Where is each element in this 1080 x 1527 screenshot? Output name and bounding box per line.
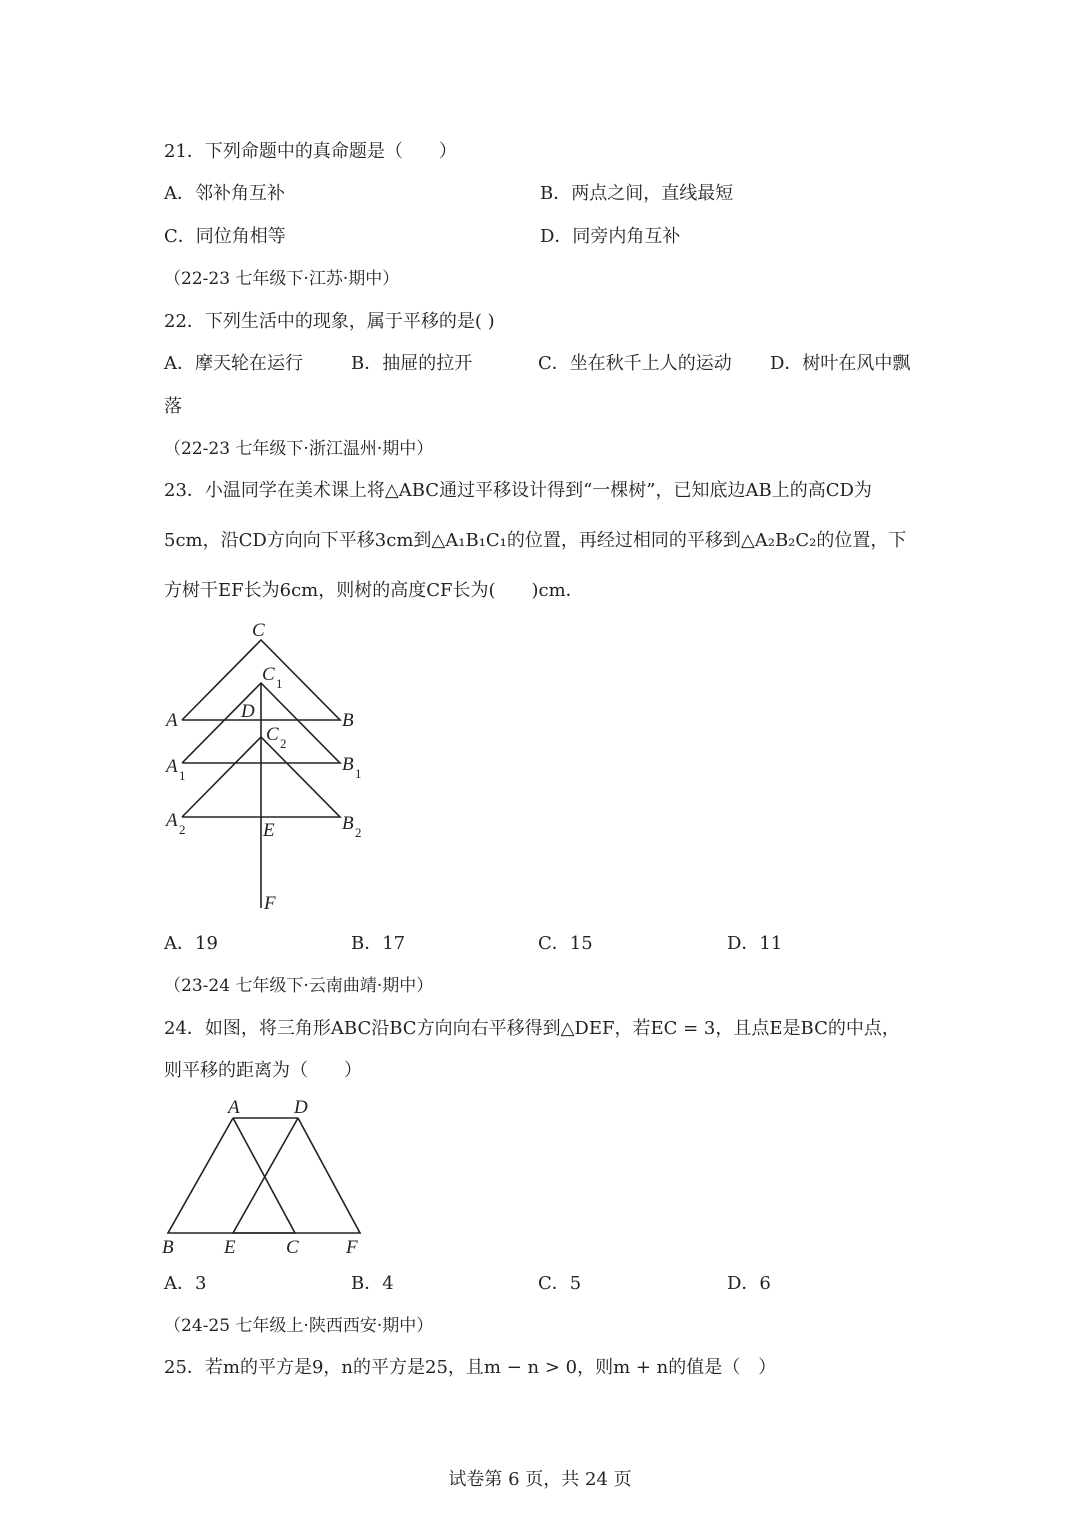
label-a2-sub: 2 — [179, 822, 186, 837]
label-c1: C — [262, 664, 275, 685]
q22-source: （22-23 七年级下·江苏·期中） — [164, 269, 400, 289]
label-a: A — [166, 710, 178, 731]
translation-figure — [150, 1093, 380, 1258]
label-a1: A — [166, 756, 178, 777]
label-a2: A — [166, 810, 178, 831]
page-footer: 试卷第 6 页，共 24 页 — [448, 1469, 632, 1490]
label-b2: B — [342, 813, 354, 834]
q23-option-a: A．19 — [164, 933, 218, 954]
label-d: D — [294, 1097, 308, 1118]
label-f: F — [264, 893, 276, 914]
q23-stem-line2: 5cm，沿CD方向向下平移3cm到△A₁B₁C₁的位置，再经过相同的平移到△A₂B₂C₂的位置，下 — [164, 530, 907, 551]
label-c: C — [252, 620, 265, 641]
q24-option-b: B．4 — [351, 1273, 394, 1294]
label-e: E — [224, 1237, 236, 1258]
q22-option-a: A．摩天轮在运行 — [164, 353, 303, 374]
label-b1: B — [342, 754, 354, 775]
q21-option-a: A．邻补角互补 — [164, 183, 285, 204]
q21-option-b: B．两点之间，直线最短 — [540, 183, 734, 204]
q24-option-c: C．5 — [538, 1273, 582, 1294]
q24-stem-line1: 24．如图，将三角形ABC沿BC方向向右平移得到△DEF，若EC = 3，且点E是BC的中点， — [164, 1018, 900, 1039]
q24-option-d: D．6 — [727, 1273, 771, 1294]
label-b: B — [162, 1237, 174, 1258]
q23-stem-line1: 23．小温同学在美术课上将△ABC通过平移设计得到“一棵树”，已知底边AB上的高CD为 — [164, 480, 872, 501]
q23-option-b: B．17 — [351, 933, 406, 954]
q21-option-c: C．同位角相等 — [164, 226, 286, 247]
q22-option-c: C．坐在秋千上人的运动 — [538, 353, 732, 374]
label-f: F — [346, 1237, 358, 1258]
q23-option-c: C．15 — [538, 933, 593, 954]
label-b1-sub: 1 — [355, 766, 362, 781]
q22-option-b: B．抽屉的拉开 — [351, 353, 473, 374]
q22-stem: 22．下列生活中的现象，属于平移的是( ) — [164, 311, 495, 332]
q22-option-d: D．树叶在风中飘 — [770, 353, 911, 374]
q22-option-d-wrap: 落 — [164, 396, 182, 417]
triangle-abc — [168, 1118, 295, 1233]
q23-source: （22-23 七年级下·浙江温州·期中） — [164, 439, 434, 459]
label-b2-sub: 2 — [355, 825, 362, 840]
label-c2: C — [266, 724, 279, 745]
q21-option-d: D．同旁内角互补 — [540, 226, 681, 247]
q21-stem: 21．下列命题中的真命题是（ ） — [164, 141, 457, 162]
tree-figure — [150, 612, 390, 918]
q25-stem: 25．若m的平方是9，n的平方是25，且m − n > 0，则m + n的值是（ ） — [164, 1357, 777, 1378]
label-a: A — [228, 1097, 240, 1118]
q25-source: （24-25 七年级上·陕西西安·期中） — [164, 1316, 434, 1336]
label-b: B — [342, 710, 354, 731]
q24-source: （23-24 七年级下·云南曲靖·期中） — [164, 976, 434, 996]
label-c2-sub: 2 — [280, 736, 287, 751]
label-c: C — [286, 1237, 299, 1258]
label-a1-sub: 1 — [179, 768, 186, 783]
q24-option-a: A．3 — [164, 1273, 207, 1294]
q23-stem-line3: 方树干EF长为6cm，则树的高度CF长为( )cm． — [164, 580, 584, 601]
label-e: E — [263, 820, 275, 841]
label-d: D — [241, 701, 255, 722]
triangle-def — [233, 1118, 360, 1233]
q23-option-d: D．11 — [727, 933, 783, 954]
q24-stem-line2: 则平移的距离为（ ） — [164, 1060, 362, 1081]
label-c1-sub: 1 — [276, 676, 283, 691]
